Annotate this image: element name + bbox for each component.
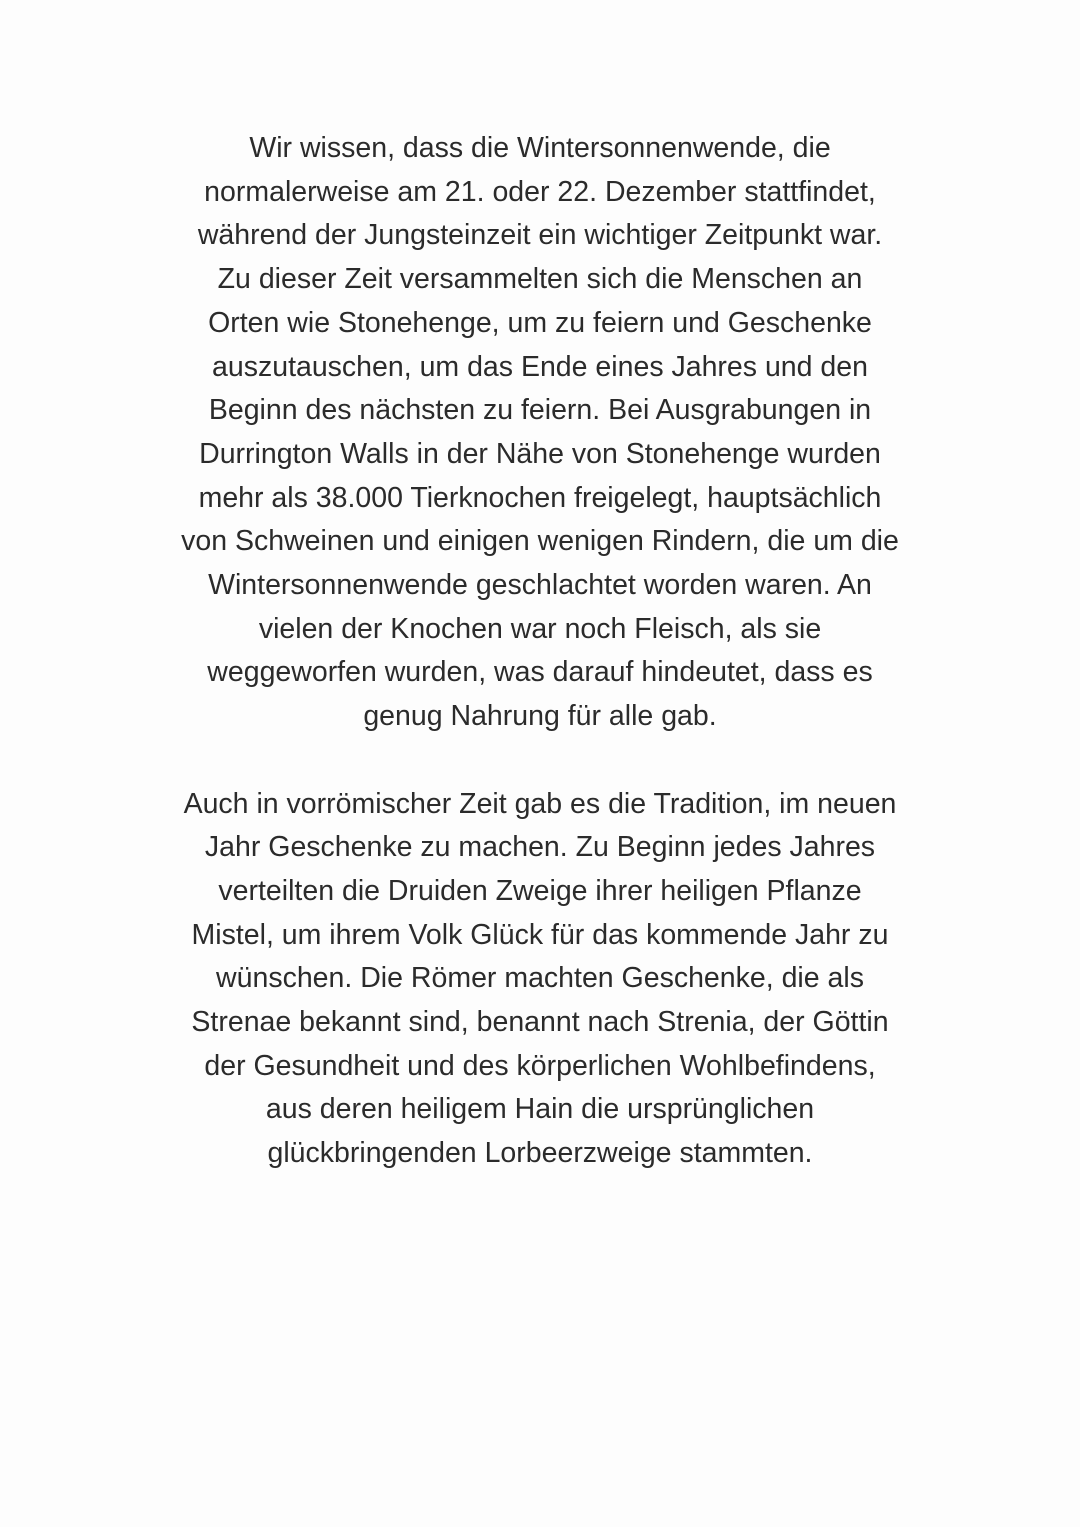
text-line: wünschen. Die Römer machten Geschenke, die als bbox=[216, 962, 864, 995]
text-line: glückbringenden Lorbeerzweige stammten. bbox=[267, 1137, 813, 1170]
text-line: weggeworfen wurden, was darauf hindeutet, dass es bbox=[207, 656, 873, 689]
text-line: Wintersonnenwende geschlachtet worden waren. An bbox=[208, 569, 872, 602]
text-line: Strenae bekannt sind, benannt nach Strenia, der Göttin bbox=[191, 1006, 889, 1039]
text-line: Jahr Geschenke zu machen. Zu Beginn jedes Jahres bbox=[204, 831, 876, 864]
text-line: genug Nahrung für alle gab. bbox=[363, 700, 717, 733]
text-line: Beginn des nächsten zu feiern. Bei Ausgrabungen in bbox=[208, 394, 872, 427]
text-line: Orten wie Stonehenge, um zu feiern und Geschenke bbox=[208, 306, 872, 339]
paragraph-pre-roman-gifts bbox=[125, 783, 955, 1176]
text-line: Mistel, um ihrem Volk Glück für das kommende Jahr zu bbox=[191, 918, 889, 951]
paragraph-spacer bbox=[125, 739, 955, 783]
text-line: vielen der Knochen war noch Fleisch, als sie bbox=[258, 612, 822, 645]
text-line: Durrington Walls in der Nähe von Stonehenge wurden bbox=[199, 437, 881, 470]
text-line: verteilten die Druiden Zweige ihrer heiligen Pflanze bbox=[218, 874, 862, 907]
text-line: während der Jungsteinzeit ein wichtiger Zeitpunkt war. bbox=[197, 219, 883, 252]
text-line: von Schweinen und einigen wenigen Rindern, die um die bbox=[181, 525, 899, 558]
text-line: Auch in vorrömischer Zeit gab es die Tradition, im neuen bbox=[183, 787, 897, 820]
text-content bbox=[125, 127, 955, 1176]
text-line: der Gesundheit und des körperlichen Wohlbefindens, bbox=[204, 1049, 876, 1082]
text-line: auszutauschen, um das Ende eines Jahres und den bbox=[212, 350, 868, 383]
text-line: normalerweise am 21. oder 22. Dezember stattfindet, bbox=[204, 175, 876, 208]
text-line: Wir wissen, dass die Wintersonnenwende, die bbox=[249, 132, 831, 164]
paragraph-winter-solstice bbox=[125, 127, 955, 739]
text-line: mehr als 38.000 Tierknochen freigelegt, hauptsächlich bbox=[198, 481, 882, 514]
text-line: Zu dieser Zeit versammelten sich die Menschen an bbox=[217, 263, 863, 296]
text-line: aus deren heiligem Hain die ursprünglichen bbox=[265, 1093, 815, 1126]
